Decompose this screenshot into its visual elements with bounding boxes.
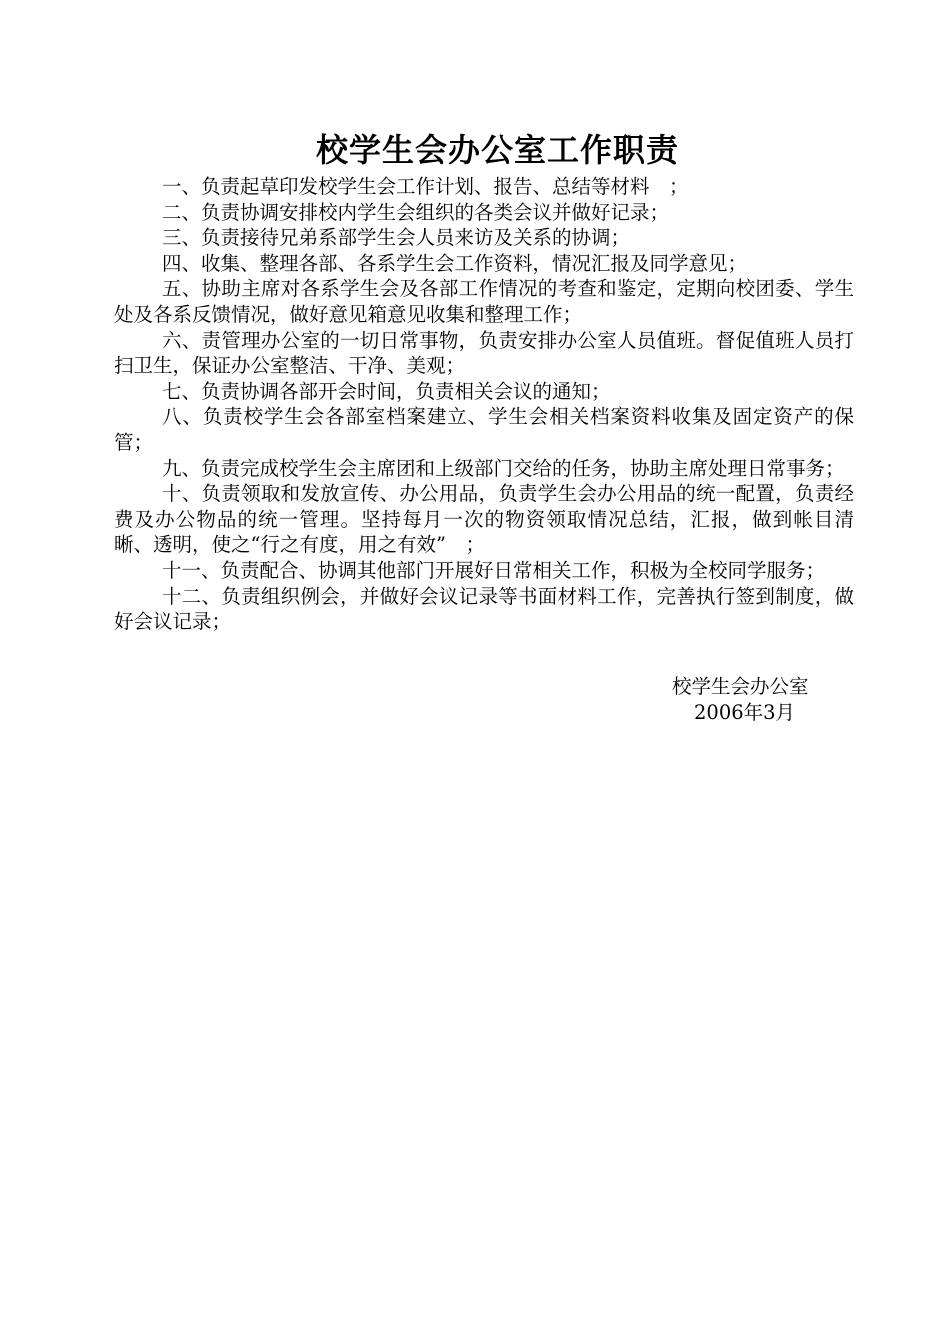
document-title: 校学生会办公室工作职责 — [315, 131, 679, 169]
duty-item-1: 一、负责起草印发校学生会工作计划、报告、总结等材料 ； — [162, 175, 689, 198]
signature-block — [620, 674, 880, 726]
duty-item-7: 七、负责协调各部开会时间，负责相关会议的通知； — [162, 379, 611, 403]
duty-item-11: 十一、负责配合、协调其他部门开展好日常相关工作，积极为全校同学服务； — [162, 558, 826, 582]
duty-item-6: 六、责管理办公室的一切日常事物，负责安排办公室人员值班。督促值班人员打扫卫生，保证办公室整洁、干净、美观； — [114, 328, 854, 378]
duty-item-8: 八、负责校学生会各部室档案建立、学生会相关档案资料收集及固定资产的保管； — [114, 405, 854, 454]
duty-item-12: 十二、负责组织例会，并做好会议记录等书面材料工作，完善执行签到制度，做好会议记录； — [114, 584, 854, 634]
duty-item-2: 二、负责协调安排校内学生会组织的各类会议并做好记录； — [162, 200, 670, 224]
duty-item-3: 三、负责接待兄弟系部学生会人员来访及关系的协调； — [162, 226, 631, 250]
duty-item-4: 四、收集、整理各部、各系学生会工作资料，情况汇报及同学意见； — [162, 251, 748, 275]
signature-organization: 校学生会办公室 — [672, 675, 809, 698]
duty-item-5: 五、协助主席对各系学生会及各部工作情况的考查和鉴定，定期向校团委、学生处及各系反馈情况，做好意见箱意见收集和整理工作； — [114, 277, 854, 326]
duty-item-9: 九、负责完成校学生会主席团和上级部门交给的任务，协助主席处理日常事务； — [162, 456, 845, 480]
duty-list — [114, 174, 854, 635]
duty-item-10: 十、负责领取和发放宣传、办公用品，负责学生会办公用品的统一配置，负责经费及办公物品的统一管理。坚持每月一次的物资领取情况总结，汇报，做到帐目清晰、透明，使之“行之有度，用之有效” ； — [114, 482, 854, 557]
signature-date: 2006年3月 — [694, 701, 796, 724]
